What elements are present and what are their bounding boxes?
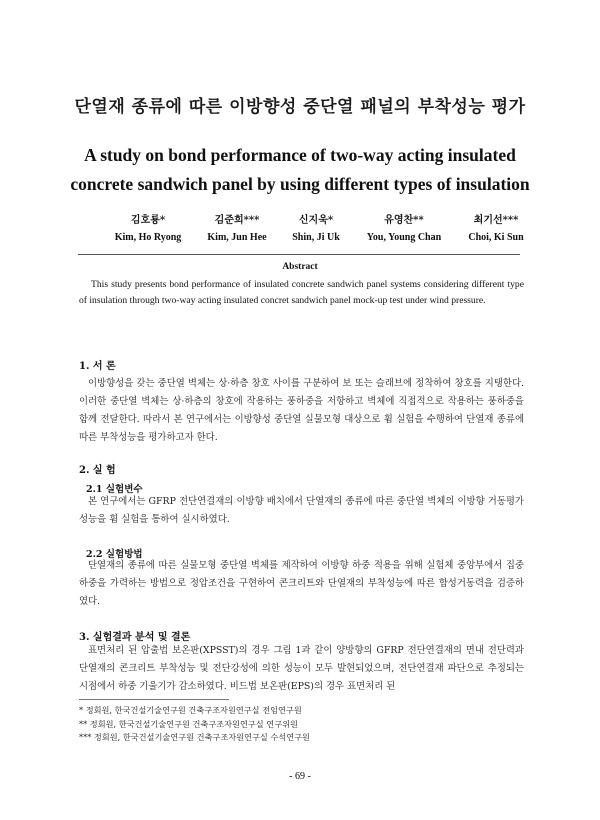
author-english-name: Kim, Ho Ryong — [114, 232, 182, 243]
footnote-2: ** 정회원, 한국건설기술연구원 건축구조자원연구실 연구위원 — [79, 718, 298, 729]
author-english-name: Kim, Jun Hee — [207, 232, 267, 243]
english-title-line-1: A study on bond performance of two-way acting insulated — [84, 145, 516, 165]
section-2-title: 2. 실 험 — [79, 465, 116, 476]
subsection-2-1-title: 2.1 실험변수 — [86, 484, 143, 495]
footnote-1: * 정회원, 한국건설기술연구원 건축구조자원연구실 전임연구원 — [79, 705, 302, 715]
abstract-heading: Abstract — [282, 262, 318, 272]
section-3-body: 표면처리 된 압출법 보온판(XPSST)의 경우 그림 1과 같이 양방향의 GFRP 전단연결재의 면내 전단력과 단열재의 콘크리트 부착성능 및 전단강성에 의한 성능이 모두 발현되었으며, 전단연결재 파단으로 추정되는 시점에서 하중 기울기가 감소하였다. 비드법 보온판(EPS)의 경우 표면처리 된 — [79, 645, 524, 692]
author-4 — [354, 212, 454, 246]
author-korean-name: 최기선*** — [473, 215, 519, 226]
section-3-title: 3. 실험결과 분석 및 결론 — [79, 632, 191, 643]
author-korean-name: 신지욱* — [298, 215, 334, 226]
author-korean-name: 김호룡* — [130, 215, 166, 226]
footnotes — [79, 704, 524, 745]
author-korean-name: 유영찬** — [384, 215, 424, 226]
author-english-name: You, Young Chan — [366, 232, 442, 243]
english-title-line-2: concrete sandwich panel by using different types of insulation — [70, 174, 530, 194]
author-english-name: Choi, Ki Sun — [468, 232, 524, 243]
author-2 — [192, 212, 282, 246]
subsection-2-2-body: 단열재의 종류에 따른 실물모형 중단열 벽체를 제작하여 이방향 하중 적용을 위해 실험체 중앙부에서 집중 하중을 가력하는 방법으로 정압조건을 구현하여 콘크리트와 단열재의 부착성능에 따른 합성거동력을 검증하였다. — [79, 560, 524, 607]
section-1-body: 이방향성을 갖는 중단열 벽체는 상·하층 창호 사이를 구분하여 보 또는 슬래브에 정착하여 창호를 지탱한다. 이러한 중단열 벽체는 상·하층의 창호에 작용하는 풍하중을 저항하고 벽체에 직접적으로 작용하는 풍하중을 함께 전달한다. 따라서 본 연구에서는 이방향성 중단열 실물모형 대상으로 휨 실험을 수행하여 단열재 종류에 따른 부착성능을 평가하고자 한다. — [79, 378, 524, 443]
author-korean-name: 김준희*** — [214, 215, 260, 226]
page-number: - 69 - — [289, 771, 311, 782]
subsection-2-2-title: 2.2 실험방법 — [86, 549, 143, 560]
section-1-title: 1. 서 론 — [79, 361, 116, 372]
author-5 — [458, 212, 534, 246]
abstract-body: This study presents bond performance of insulated concrete sandwich panel systems considering different type of insulation through two-way acting insulated concret sandwich panel mock-up test under wind pressure. — [79, 279, 524, 306]
footnote-3: *** 정회원, 한국건설기술연구원 건축구조자원연구실 수석연구원 — [79, 732, 310, 742]
author-1 — [108, 212, 188, 246]
author-3 — [282, 212, 350, 246]
footnote-divider — [79, 699, 229, 700]
korean-title: 단열재 종류에 따른 이방향성 중단열 패널의 부착성능 평가 — [74, 97, 526, 117]
author-english-name: Shin, Ji Uk — [292, 232, 340, 243]
subsection-2-1-body: 본 연구에서는 GFRP 전단연결재의 이방향 배치에서 단열재의 종류에 따른 중단열 벽체의 이방향 거동평가 성능을 휨 실험을 통하여 실시하였다. — [79, 496, 524, 525]
header-divider — [78, 254, 520, 255]
